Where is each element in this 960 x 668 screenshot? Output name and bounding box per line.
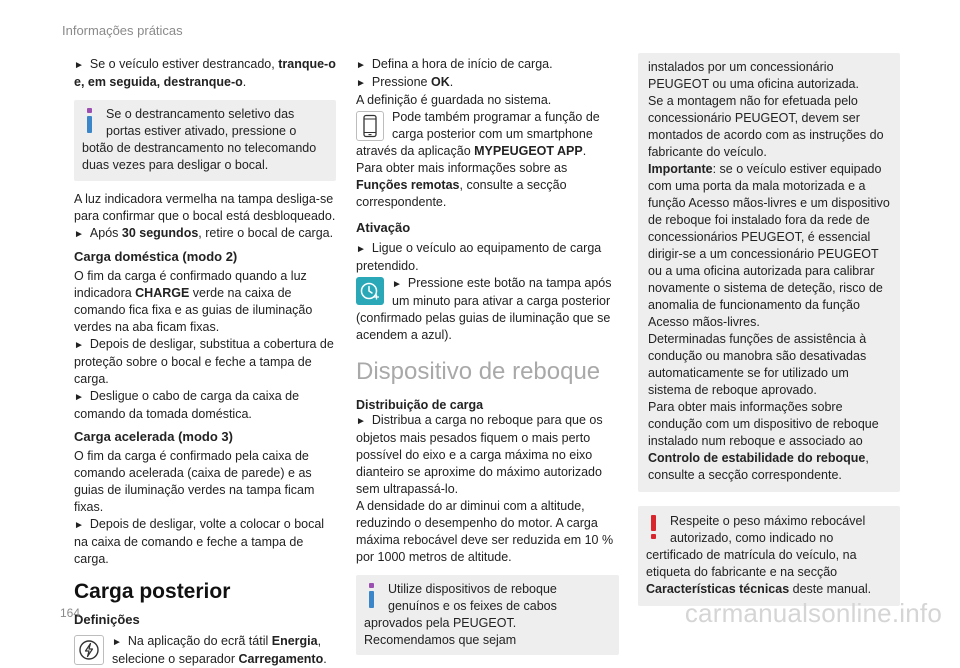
charge-timer-button-icon xyxy=(356,277,384,305)
paragraph: ► Pressione OK. xyxy=(356,74,619,92)
paragraph: O fim da carga é confirmado quando a luz indicadora CHARGE verde na caixa de comando fica fixa e as guias de iluminação verdes na aba ficam fixas. xyxy=(74,269,313,334)
paragraph: ► Defina a hora de início de carga. xyxy=(356,56,619,74)
paragraph: ► Após 30 segundos, retire o bocal de carga. xyxy=(74,225,336,243)
column-3 xyxy=(638,53,900,606)
section-header: Informações práticas xyxy=(62,23,183,38)
smartphone-instruction: Pode também programar a função de carga posterior com um smartphone através da aplicação MYPEUGEOT APP. xyxy=(356,110,600,158)
info-note xyxy=(356,575,619,655)
note-text: Importante: se o veículo estiver equipado com uma porta da mala motorizada e a função Acesso mãos-livres e um dispositivo de reboque foi instalado fora da rede de concessionários PEUGEOT, é essencial dirigir-se a um concessionário PEUGEOT ou a uma oficina autorizada para calibrar novamente o sistema de deteção, risco de anomalia de funcionamento da função Acesso mãos-livres. xyxy=(648,162,890,329)
paragraph: ► Depois de desligar, substitua a cobertura de proteção sobre o bocal e feche a tampa de carga. xyxy=(74,336,336,388)
column-2 xyxy=(356,56,619,655)
note-text: Determinadas funções de assistência à condução ou manobra são desativadas automaticamente se for utilizado um sistema de reboque aprovado. xyxy=(648,332,867,397)
heading-load-distribution: Distribuição de carga xyxy=(356,398,484,412)
paragraph: A densidade do ar diminui com a altitude, reduzindo o desempenho do motor. A carga máxima rebocável deve ser reduzida em 10 % por 1000 metros de altitude. xyxy=(356,499,614,564)
paragraph: A definição é guardada no sistema. xyxy=(356,93,552,107)
charge-button-instruction: ► Pressione este botão na tampa após um minuto para ativar a carga posterior (confirmado pelas guias de iluminação que se acendem a azul). xyxy=(356,275,619,344)
heading-domestic-charge: Carga doméstica (modo 2) xyxy=(74,249,238,264)
smartphone-icon xyxy=(356,111,384,141)
note-text: Para obter mais informações sobre condução com um dispositivo de reboque instalado num reboque e associado ao Controlo de estabilidade do reboque, consulte a secção correspondente. xyxy=(648,400,879,482)
info-note-continued xyxy=(638,53,900,492)
note-text: instalados por um concessionário PEUGEOT ou uma oficina autorizada. xyxy=(648,60,859,91)
paragraph: Para obter mais informações sobre as Funções remotas, consulte a secção correspondente. xyxy=(356,161,568,209)
warning-text: Respeite o peso máximo rebocável autorizado, como indicado no certificado de matrícula do veículo, na etiqueta do fabricante e na secção Características técnicas deste manual. xyxy=(646,514,872,596)
column-1 xyxy=(74,56,336,668)
page-number: 164 xyxy=(60,606,81,620)
note-text: Se o destrancamento seletivo das portas estiver ativado, pressione o botão de destrancamento no telecomando duas vezes para desligar o bocal. xyxy=(82,107,317,172)
paragraph: A luz indicadora vermelha na tampa desliga-se para confirmar que o bocal está desbloqueado. xyxy=(74,192,336,223)
warning-note xyxy=(638,506,900,606)
paragraph: ► Desligue o cabo de carga da caixa de comando da tomada doméstica. xyxy=(74,388,336,423)
heading-towing-device: Dispositivo de reboque xyxy=(356,358,601,385)
watermark: carmanualsonline.info xyxy=(684,598,942,628)
paragraph: ► Depois de desligar, volte a colocar o bocal na caixa de comando e feche a tampa de carga. xyxy=(74,516,336,568)
info-note xyxy=(74,100,336,181)
heading-settings: Definições xyxy=(74,612,140,627)
info-icon xyxy=(364,583,378,609)
heading-fast-charge: Carga acelerada (modo 3) xyxy=(74,429,233,444)
paragraph: ► Se o veículo estiver destrancado, tranque-o e, em seguida, destranque-o. xyxy=(74,56,336,91)
note-text: Utilize dispositivos de reboque genuínos e os feixes de cabos aprovados pela PEUGEOT. Recomendamos que sejam xyxy=(364,582,557,647)
paragraph: ► Ligue o veículo ao equipamento de carga pretendido. xyxy=(356,240,619,275)
paragraph: ► Distribua a carga no reboque para que os objetos mais pesados fiquem o mais perto possível do eixo e a carga máxima no eixo dianteiro se aproxime do máximo autorizado sem ultrapassá-lo. xyxy=(356,412,619,498)
heading-activation: Ativação xyxy=(356,220,411,235)
note-text: Se a montagem não for efetuada pelo concessionário PEUGEOT, devem ser montados de acordo com as instruções do fabricante do veículo. xyxy=(648,94,884,159)
info-icon xyxy=(82,108,96,134)
heading-deferred-charge: Carga posterior xyxy=(74,580,231,603)
paragraph: O fim da carga é confirmado pela caixa de comando acelerada (caixa de parede) e as guias de iluminação verdes na tampa ficam fixas. xyxy=(74,449,315,514)
warning-icon xyxy=(646,515,660,541)
settings-instruction: ► Na aplicação do ecrã tátil Energia, selecione o separador Carregamento. xyxy=(74,633,336,668)
